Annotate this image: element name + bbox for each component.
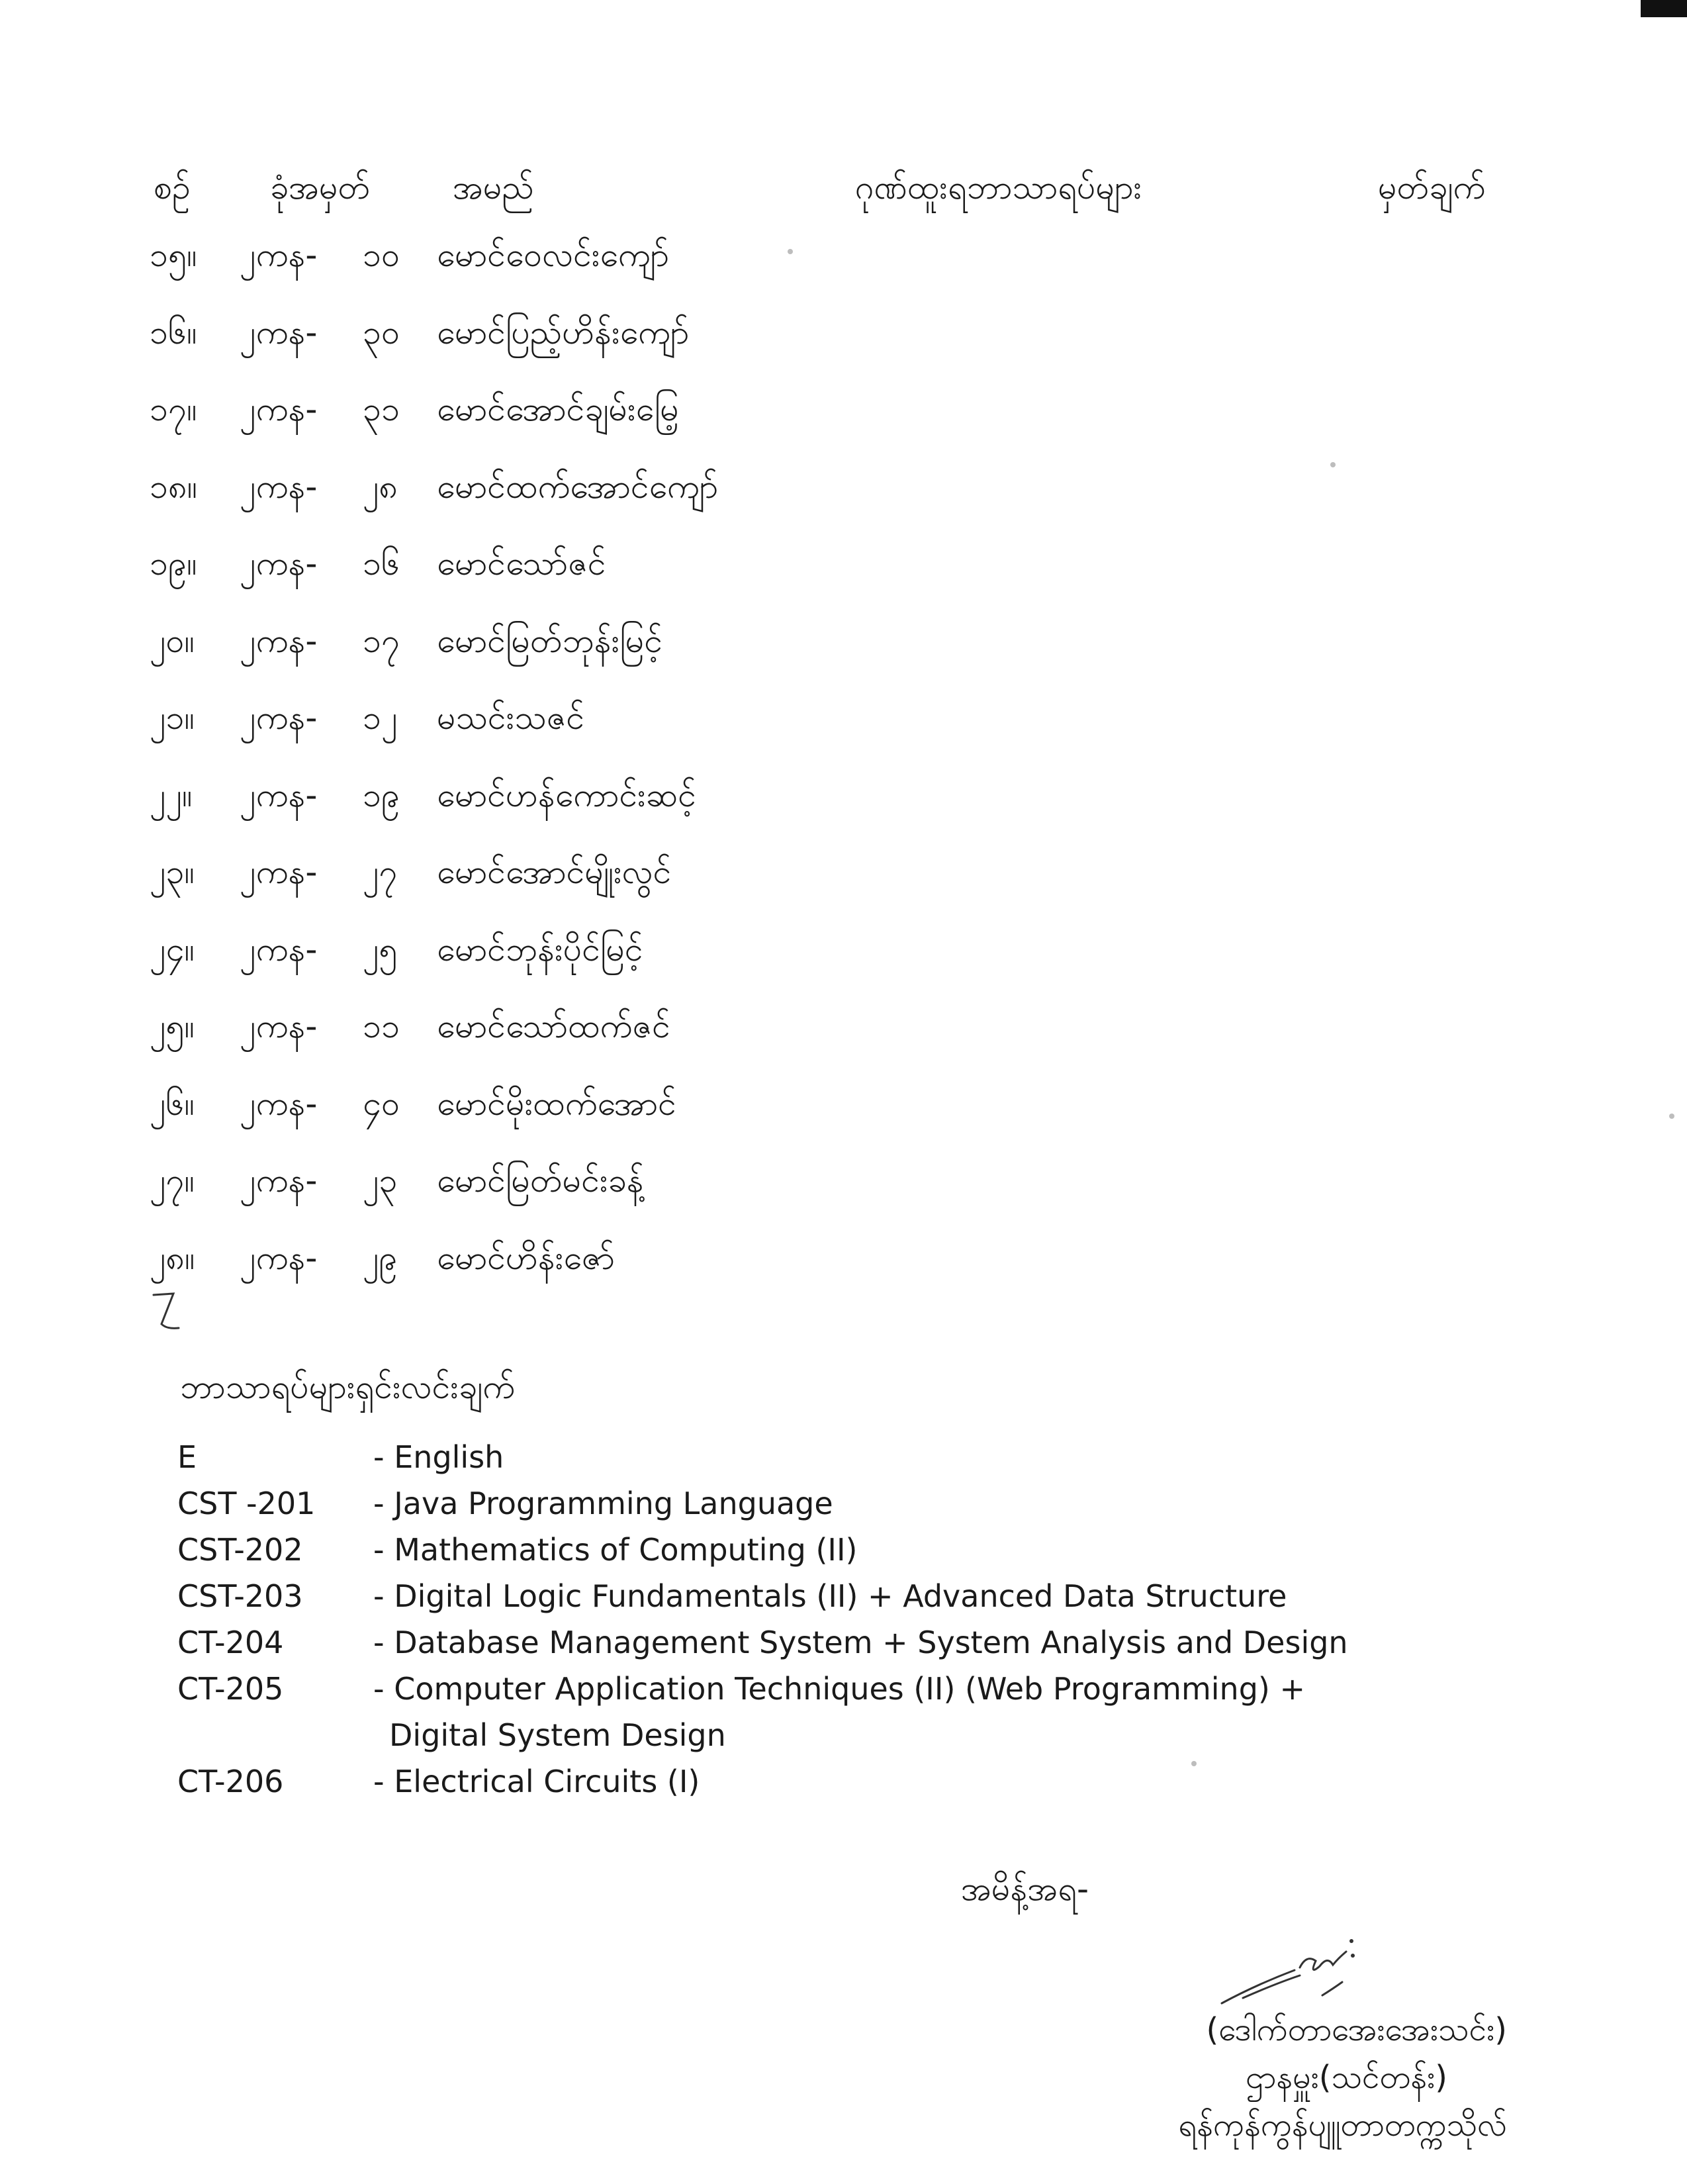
class-code: ၂ကန- <box>240 544 318 583</box>
legend-title: ဘာသာရပ်များရှင်းလင်းချက် <box>180 1368 515 1406</box>
roll-number: ၁၇ <box>363 621 400 660</box>
signatory-title: ဌာနမှူး(သင်တန်း) <box>1245 2059 1447 2096</box>
table-row <box>0 1080 1059 1158</box>
class-code: ၂ကန- <box>240 1161 318 1200</box>
roll-number: ၁၆ <box>363 544 400 583</box>
roll-number: ၁၀ <box>363 236 400 274</box>
table-row <box>0 386 1059 463</box>
student-name: မောင်အောင်ချမ်းမြေ့ <box>437 390 679 428</box>
roll-number: ၁၁ <box>363 1007 400 1045</box>
legend-item <box>177 1434 1369 1480</box>
student-name: မောင်မိုးထက်အောင် <box>437 1084 676 1123</box>
row-number: ၂၂။ <box>150 775 193 814</box>
row-number: ၂၄။ <box>150 929 195 969</box>
subject-description: - Java Programming Language <box>373 1486 833 1521</box>
student-name: မောင်အောင်မျိုးလွင် <box>437 853 672 891</box>
order-closing: အမိန့်အရ- <box>961 1870 1089 1908</box>
class-code: ၂ကန- <box>240 390 318 428</box>
subject-description: - Electrical Circuits (I) <box>373 1764 700 1799</box>
table-row <box>0 694 1059 772</box>
legend-item <box>177 1527 1369 1573</box>
table-row <box>0 1157 1059 1235</box>
header-distinction: ဂုဏ်ထူးရဘာသာရပ်များ <box>855 168 1142 207</box>
subject-code: E <box>177 1439 197 1475</box>
subject-code: CT-204 <box>177 1625 284 1660</box>
roll-number: ၂၅ <box>363 929 398 969</box>
table-row <box>0 463 1059 541</box>
subject-code: CST-202 <box>177 1532 303 1568</box>
roll-number: ၂၇ <box>363 853 398 891</box>
class-code: ၂ကန- <box>240 1238 318 1277</box>
subject-description: - Mathematics of Computing (II) <box>373 1532 858 1568</box>
subject-description-continued: Digital System Design <box>389 1717 726 1753</box>
class-code: ၂ကန- <box>240 698 318 737</box>
row-number: ၁၆။ <box>150 312 197 352</box>
class-code: ၂ကန- <box>240 775 318 814</box>
scan-speck <box>1330 462 1336 467</box>
subject-code: CT-206 <box>177 1764 284 1799</box>
table-row <box>0 540 1059 618</box>
signatory-name: (ဒေါက်တာအေးအေးသင်း) <box>1206 2011 1507 2048</box>
subject-legend <box>177 1434 1369 1805</box>
scan-corner-mark <box>1641 0 1687 17</box>
student-name: မောင်မြတ်ဘုန်းမြင့် <box>437 621 663 660</box>
row-number: ၁၈။ <box>150 467 197 506</box>
student-name: မောင်ဝေလင်းကျော် <box>437 236 670 274</box>
class-code: ၂ကန- <box>240 467 318 506</box>
row-number: ၂၃။ <box>150 853 195 891</box>
table-row <box>0 772 1059 849</box>
signatory-block <box>1044 2006 1507 2149</box>
class-code: ၂ကန- <box>240 1007 318 1045</box>
row-number: ၂၈။ <box>150 1238 195 1277</box>
header-name: အမည် <box>453 168 534 207</box>
signature-icon <box>1216 1932 1369 2011</box>
student-name: မောင်ဘုန်းပိုင်မြင့် <box>437 929 643 969</box>
student-list <box>0 232 1059 1311</box>
table-row <box>0 618 1059 695</box>
legend-item <box>177 1619 1369 1666</box>
roll-number: ၂၃ <box>363 1161 398 1200</box>
subject-description: - Database Management System + System Analysis and Design <box>373 1625 1348 1660</box>
roll-number: ၃၀ <box>363 312 400 352</box>
roll-number: ၂၉ <box>363 1238 398 1277</box>
table-row <box>0 849 1059 926</box>
roll-number: ၄၀ <box>363 1084 400 1123</box>
roll-number: ၂၈ <box>363 467 398 506</box>
class-code: ၂ကန- <box>240 853 318 891</box>
row-number: ၂၅။ <box>150 1007 195 1045</box>
subject-code: CT-205 <box>177 1671 284 1707</box>
student-name: မောင်ဟန်ကောင်းဆင့် <box>437 775 696 814</box>
roll-number: ၃၁ <box>363 390 400 428</box>
student-name: မောင်ဟိန်းဇော် <box>437 1238 615 1277</box>
signatory-org: ရန်ကုန်ကွန်ပျူတာတက္ကသိုလ် <box>1178 2107 1507 2144</box>
roll-number: ၁၂ <box>363 698 398 737</box>
table-row <box>0 1003 1059 1080</box>
header-roll: ခုံအမှတ် <box>270 168 371 207</box>
row-number: ၂၆။ <box>150 1084 195 1123</box>
subject-code: CST -201 <box>177 1486 316 1521</box>
student-name: မောင်သော်ထက်ဇင် <box>437 1007 670 1045</box>
subject-description: - Computer Application Techniques (II) (Web Programming) + <box>373 1671 1306 1707</box>
student-name: မသင်းသဇင် <box>437 698 585 737</box>
header-no: စဥ် <box>154 168 191 207</box>
table-row <box>0 309 1059 387</box>
legend-item <box>177 1480 1369 1527</box>
class-code: ၂ကန- <box>240 236 318 274</box>
class-code: ၂ကန- <box>240 1084 318 1123</box>
handwritten-mark-icon <box>147 1290 187 1336</box>
table-row <box>0 232 1059 309</box>
subject-description: - English <box>373 1439 504 1475</box>
row-number: ၁၉။ <box>150 544 197 583</box>
legend-item <box>177 1666 1369 1758</box>
scan-speck <box>1669 1114 1674 1119</box>
header-remark: မှတ်ချက် <box>1378 168 1486 207</box>
student-name: မောင်ထက်အောင်ကျော် <box>437 467 719 506</box>
row-number: ၂၇။ <box>150 1161 195 1200</box>
legend-item <box>177 1758 1369 1805</box>
class-code: ၂ကန- <box>240 621 318 660</box>
row-number: ၁၇။ <box>150 390 197 428</box>
table-row <box>0 926 1059 1004</box>
row-number: ၂၁။ <box>150 698 195 737</box>
class-code: ၂ကန- <box>240 929 318 969</box>
row-number: ၁၅။ <box>150 236 197 274</box>
legend-item <box>177 1573 1369 1619</box>
class-code: ၂ကန- <box>240 312 318 352</box>
student-name: မောင်သော်ဇင် <box>437 544 606 583</box>
subject-description: - Digital Logic Fundamentals (II) + Advanced Data Structure <box>373 1578 1287 1614</box>
student-name: မောင်ပြည့်ဟိန်းကျော် <box>437 312 690 352</box>
subject-code: CST-203 <box>177 1578 303 1614</box>
student-name: မောင်မြတ်မင်းခန့် <box>437 1161 644 1200</box>
roll-number: ၁၉ <box>363 775 400 814</box>
row-number: ၂၀။ <box>150 621 195 660</box>
